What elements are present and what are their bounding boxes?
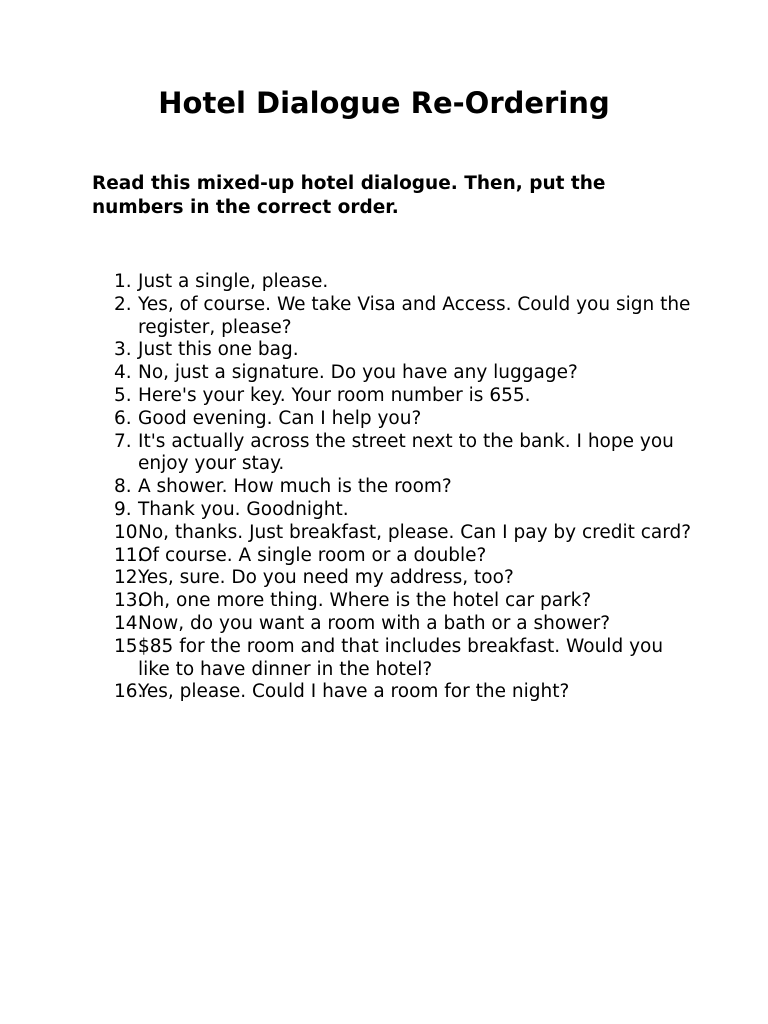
list-item [92,613,692,636]
item-number: 12. [114,567,144,589]
list-item [92,545,692,568]
item-number: 14. [114,612,144,634]
item-number: 5. [114,384,132,406]
item-text: Yes, of course. We take Visa and Access. Could you sign the register, please? [138,293,691,338]
item-text: Just this one bag. [138,339,299,361]
item-number: 15. [114,635,144,657]
item-text: Yes, sure. Do you need my address, too? [138,567,514,589]
item-text: Good evening. Can I help you? [138,407,422,429]
dialogue-list [92,271,692,704]
item-number: 9. [114,498,132,520]
item-number: 8. [114,476,132,498]
list-item [92,271,692,294]
item-text: It's actually across the street next to the bank. I hope you enjoy your stay. [138,430,674,475]
item-text: Yes, please. Could I have a room for the night? [138,681,570,703]
item-number: 10. [114,521,144,543]
list-item [92,431,692,477]
list-item [92,362,692,385]
item-text: $85 for the room and that includes breakfast. Would you like to have dinner in the hotel? [138,635,664,680]
list-item [92,681,692,704]
item-text: Just a single, please. [138,271,329,292]
item-number: 7. [114,430,132,452]
item-text: Here's your key. Your room number is 655. [138,384,531,406]
item-number: 2. [114,293,132,315]
item-text: Oh, one more thing. Where is the hotel car park? [138,590,592,612]
instructions-text: Read this mixed-up hotel dialogue. Then, put the numbers in the correct order. [92,173,606,218]
list-item [92,499,692,522]
item-number: 6. [114,407,132,429]
list-item [92,408,692,431]
list-item [92,339,692,362]
item-number: 4. [114,362,132,384]
item-text: Thank you. Goodnight. [138,498,349,520]
item-text: No, just a signature. Do you have any luggage? [138,362,578,384]
item-number: 13. [114,590,144,612]
list-item [92,476,692,499]
list-item [92,385,692,408]
list-item [92,294,692,340]
item-number: 16. [114,681,144,703]
item-text: No, thanks. Just breakfast, please. Can I pay by credit card? [138,521,692,543]
item-text: Of course. A single room or a double? [138,544,487,566]
list-item [92,590,692,613]
page-title: Hotel Dialogue Re-Ordering [158,86,610,120]
list-item [92,567,692,590]
item-text: A shower. How much is the room? [138,476,452,498]
item-text: Now, do you want a room with a bath or a shower? [138,612,611,634]
item-number: 11. [114,544,144,566]
item-number: 3. [114,339,132,361]
list-item [92,636,692,682]
list-item [92,522,692,545]
item-number: 1. [114,271,132,292]
